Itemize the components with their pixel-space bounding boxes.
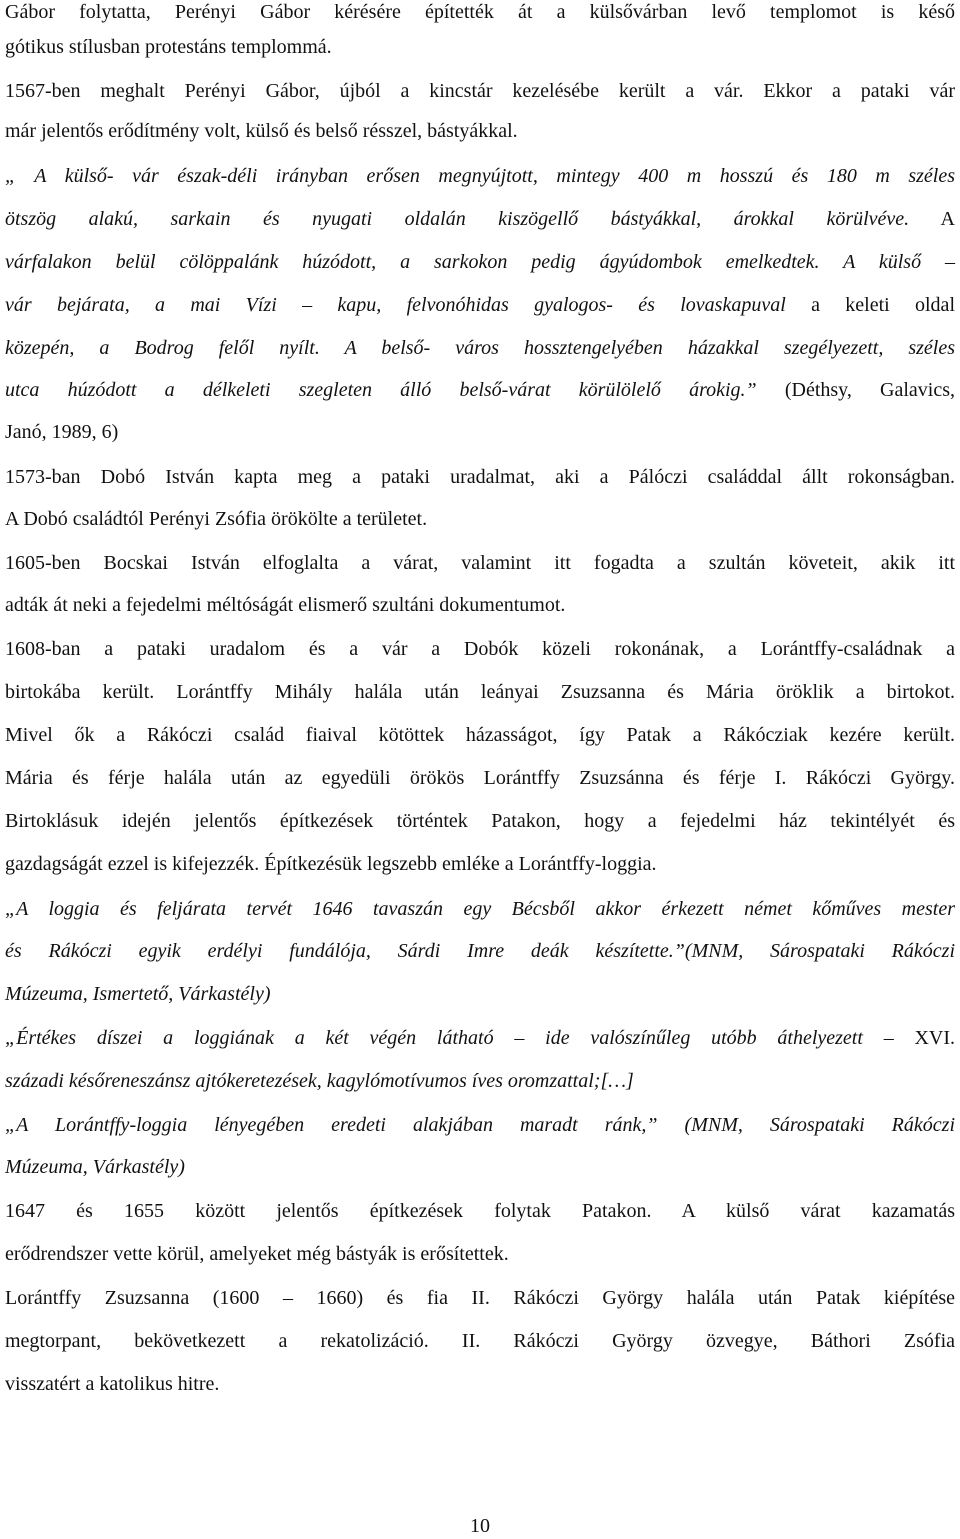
text-run: XVI. (893, 1027, 956, 1049)
text-run: Mária és férje halála után az egyedüli örökös Lorántffy Zsuzsánna és férje I. Rákóczi György. (5, 767, 955, 789)
quoted-text: és Rákóczi egyik erdélyi fundálója, Sárdi Imre deák készítette.”(MNM, Sárospataki Rákóczi (5, 940, 955, 962)
text-run: 1605-ben Bocskai István elfoglalta a várat, valamint itt fogadta a szultán követeit, akik itt (5, 552, 955, 574)
text-run: Lorántffy Zsuzsanna (1600 – 1660) és fia II. Rákóczi György halála után Patak kiépítése (5, 1287, 955, 1309)
quoted-text: „A Lorántffy-loggia lényegében eredeti alakjában maradt ránk,” (MNM, Sárospataki Rákóczi (5, 1114, 955, 1136)
text-run: A (909, 208, 956, 230)
text-line (5, 206, 955, 232)
page-number: 10 (470, 1515, 490, 1537)
text-line (5, 1241, 955, 1267)
quoted-text: várfalakon belül cölöppalánk húzódott, a sarkokon pedig ágyúdombok emelkedtek. A külső – (5, 251, 955, 273)
text-line (5, 1328, 955, 1354)
text-line (5, 1154, 955, 1180)
text-line (5, 78, 955, 104)
text-line (5, 896, 955, 922)
text-line (5, 1371, 955, 1397)
quoted-text: „ A külső- vár észak-déli irányban erősen megnyújtott, mintegy 400 m hosszú és 180 m széles (5, 165, 955, 187)
text-line (5, 851, 955, 877)
text-line (5, 377, 955, 403)
text-line (5, 636, 955, 662)
text-run: 1573-ban Dobó István kapta meg a pataki uradalmat, aki a Pálóczi családdal állt rokonságban. (5, 466, 955, 488)
text-line (5, 292, 955, 318)
text-line (5, 163, 955, 189)
text-line (5, 679, 955, 705)
text-run: Birtoklásuk idején jelentős építkezések történtek Patakon, hogy a fejedelmi ház tekintélyét és (5, 810, 955, 832)
text-line (5, 1025, 955, 1051)
text-run: Janó, 1989, 6) (5, 421, 119, 443)
quoted-text: vár bejárata, a mai Vízi – kapu, felvonóhidas gyalogos- és lovaskapuval (5, 294, 786, 316)
text-run: 1608-ban a pataki uradalom és a vár a Dobók közeli rokonának, a Lorántffy-családnak a (5, 638, 955, 660)
text-line (5, 506, 955, 532)
text-run: Gábor folytatta, Perényi Gábor kérésére építették át a külsővárban levő templomot is késő (5, 1, 955, 23)
text-line (5, 722, 955, 748)
quoted-text: „A loggia és feljárata tervét 1646 tavaszán egy Bécsből akkor érkezett német kőműves mester (5, 898, 955, 920)
text-run: 1567-ben meghalt Perényi Gábor, újból a kincstár kezelésébe került a vár. Ekkor a pataki vár (5, 80, 955, 102)
text-line (5, 464, 955, 490)
text-run: A Dobó családtól Perényi Zsófia örökölte a területet. (5, 508, 428, 530)
text-run: 1647 és 1655 között jelentős építkezések folytak Patakon. A külső várat kazamatás (5, 1200, 955, 1222)
text-run: gazdagságát ezzel is kifejezzék. Építkezésük legszebb emléke a Lorántffy-loggia. (5, 853, 657, 875)
text-line (5, 118, 955, 144)
text-line (5, 1068, 955, 1094)
text-line (5, 938, 955, 964)
quoted-text: századi későreneszánsz ajtókeretezések, kagylómotívumos íves oromzattal;[…] (5, 1070, 634, 1092)
text-line (5, 335, 955, 361)
text-line (5, 1285, 955, 1311)
text-run: visszatért a katolikus hitre. (5, 1373, 220, 1395)
text-line (5, 981, 955, 1007)
text-run: gótikus stílusban protestáns templommá. (5, 36, 332, 58)
text-line (5, 419, 955, 445)
quoted-text: Múzeuma, Várkastély) (5, 1156, 185, 1178)
text-run: Mivel ők a Rákóczi család fiaival kötöttek házasságot, így Patak a Rákócziak kezére került. (5, 724, 955, 746)
text-line (5, 550, 955, 576)
text-line (5, 592, 955, 618)
quoted-text: Múzeuma, Ismertető, Várkastély) (5, 983, 271, 1005)
text-run: adták át neki a fejedelmi méltóságát elismerő szultáni dokumentumot. (5, 594, 566, 616)
text-line (5, 249, 955, 275)
text-line (5, 1112, 955, 1138)
text-line (5, 34, 955, 60)
quoted-text: ötszög alakú, sarkain és nyugati oldalán kiszögellő bástyákkal, árokkal körülvéve. (5, 208, 910, 230)
text-run: megtorpant, bekövetkezett a rekatolizáció. II. Rákóczi György özvegye, Báthori Zsófia (5, 1330, 955, 1352)
text-run: már jelentős erődítmény volt, külső és belső résszel, bástyákkal. (5, 120, 518, 142)
text-line (5, 765, 955, 791)
quoted-text: „Értékes díszei a loggiának a két végén látható – ide valószínűleg utóbb áthelyezett – (5, 1027, 894, 1049)
quoted-text: utca húzódott a délkeleti szegleten álló belső-várat körülölelő árokig.” (5, 379, 757, 401)
quoted-text: közepén, a Bodrog felől nyílt. A belső- város hossztengelyében házakkal szegélyezett, széles (5, 337, 955, 359)
text-line (5, 1198, 955, 1224)
text-run: erődrendszer vette körül, amelyeket még bástyák is erősítettek. (5, 1243, 509, 1265)
text-run: (Déthsy, Galavics, (756, 379, 956, 401)
text-run: a keleti oldal (785, 294, 955, 316)
text-line (5, 808, 955, 834)
text-run: birtokába került. Lorántffy Mihály halála után leányai Zsuzsanna és Mária öröklik a birtokot. (5, 681, 955, 703)
text-line (5, 0, 955, 25)
